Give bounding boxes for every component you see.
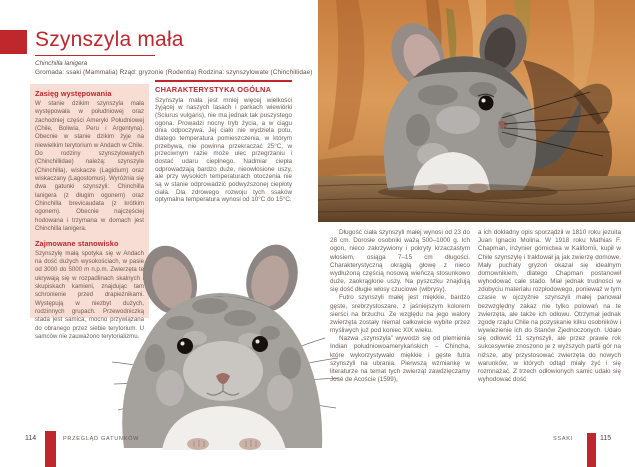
paragraph: Futro szynszyli małej jest miękkie, bardzo gęste, srebrzystoszare, z jaśniejszym kolorem sierści na brzuchu. Ze względu na jego walory zwierzęta zostały niemal całkowicie wybite przez myśliwych już pod koniec XIX wieku.: [330, 294, 470, 335]
section-body-range: W stanie dzikim szynszyla mała występowała w południowej oraz zachodniej części Ameryki Południowej (Chile, Boliwia, Peru i Argentyna). Obecnie w stanie dzikim żyje na niewielkim terytorium w Andach w Chile. Do rodziny szynszylowatych (Chinchillidae) należą: szynszyle (Chinchilla), wiskacze (Lagidium) oraz wiskaczany (Lagostomus). Wyróżnia się dwa gatunki szynszyli: Chinchilla lanigera (z długim ogonem) oraz Chinchilla brevicaudata (z krótkim ogonem). Obecnie najczęściej hodowana i trzymana w domach jest Chinchilla lanigera.: [35, 100, 144, 233]
right-page-column-2: [478, 229, 621, 384]
right-page-column-1: [330, 229, 470, 384]
section-body-habitat: Szynszylę małą spotyka się w Andach na dość dużych wysokościach, w pasie od 3000 do 5000 m n.p.m. Zwierzęta te ukrywają się w rozpadlinach skalnych i skupiskach kamieni, znajdując tam schronienie przed drapieżnikami. Występują w niezbyt dużych, rodzinnych grupach. Przewodniczką stada jest samica, mocno przywiązana do obranego przez siebie terytorium. U samców nie zauważono terytorializmu.: [35, 249, 144, 340]
page-number-right: 115: [600, 435, 612, 442]
section-heading-range: Zasięg występowania: [35, 89, 112, 98]
species-latin-name: Chinchilla lanigera: [35, 60, 88, 67]
page-title: Szynszyla mała: [35, 28, 155, 56]
chapter-color-tab: [0, 30, 27, 54]
heading-rule: [155, 80, 292, 82]
footer-bar-right: [587, 433, 596, 467]
general-characteristics-column: [155, 80, 292, 204]
footer-bar-left: [45, 431, 56, 467]
chinchilla-rock-photo: [318, 0, 635, 222]
paragraph: Długość ciała szynszyli małej wynosi od 23 do 28 cm. Dorosłe osobniki ważą 500–1000 g. Ich ogon, nieco zakrzywiony i pokryty krzaczastym włosiem, osiąga 7–15 cm długości. Charakterystyczną okrągłą głowę z nieco wydłużoną częścią nosową wieńczą stosunkowo duże, zaokrąglone uszy. Na pyszczku znajdują się dość długie włosy czuciowe (wibrysy).: [330, 229, 470, 294]
footer-label-right: SSAKI: [553, 436, 573, 442]
chinchilla-front-illustration: [110, 238, 340, 450]
chinchilla-front-cutout-photo: [110, 238, 340, 450]
page-number-left: 114: [25, 435, 37, 442]
taxonomy-line: Gromada: ssaki (Mammalia) Rząd: gryzonie (Rodentia) Rodzina: szynszylowate (Chinchillidae): [35, 69, 313, 76]
section-heading-habitat: Zajmowane stanowisko: [35, 238, 119, 248]
paragraph: a ich dokładny opis sporządził w 1810 roku jezuita Juan Ignacio Molina. W 1918 roku Mathias F. Chapman, inżynier górnictwa w Kalifornii, kupił w Chile szynszylę i traktował ją jak zwierzę domowe. Mały puchaty gryzoń okazał się idealnym domownikiem, dlatego Chapman postanowił wyhodować całe stado. Miał jednak trudności w zdobyciu materiału rozpłodowego, ponieważ w tym czasie w ojczyźnie szynszyli małej panował bezwzględny zakaz nie tylko polowań na te zwierzęta, ale także ich odłowu. Otrzymał jednak zgodę rządu Chile na pozyskanie kilku osobników i wywiezienie ich do Stanów Zjednoczonych. Udało się odłowić 11 szynszyli, ale przez prawie rok sukcesywnie znoszono je z wyższych partii gór na niższe, aby przystosować zwierzęta do nowych warunków, w których odtąd miały żyć i się rozmnażać. Z trzech odłowionych samic udało się wyhodować dość: [478, 229, 621, 384]
paragraph: Nazwa „szynszyla” wywodzi się od plemienia Indian południowoamerykańskich – Chincha, które wykorzystywało miękkie i gęste futra szynszyli na ubrania. Pierwszą wzmiankę w literaturze na temat tych zwierząt zawdzięczamy José de Acoście (1599),: [330, 335, 470, 384]
section-heading-characteristics: CHARAKTERYSTYKA OGÓLNA: [155, 84, 272, 94]
chinchilla-rock-illustration: [318, 0, 635, 222]
footer-label-left: PRZEGLĄD GATUNKÓW: [63, 436, 140, 442]
section-body-characteristics: Szynszyla mała jest mniej więcej wielkości żyjącej w naszych lasach i parkach wiewiórki (Sciurus vulgaris), nie ma jednak tak puszystego ogona. Prowadzi nocny tryb życia, a w ciągu dnia odpoczywa. Jej ciało nie wydziela potu, dlatego temperatura pomieszczenia, w którym przebywa, nie powinna przekraczać 25°C, w przeciwnym razie może ulec przegrzaniu i dostać udaru cieplnego. Nadmiar ciepła odprowadzają bardzo duże, nieowłosione uszy, ale przy wysokich temperaturach otoczenia nie są w stanie odprowadzić podwyższonej ciepłoty ciała. Dla zdrowego rozwoju tych ssaków optymalna temperatura wynosi od 10°C do 15°C.: [155, 96, 292, 204]
